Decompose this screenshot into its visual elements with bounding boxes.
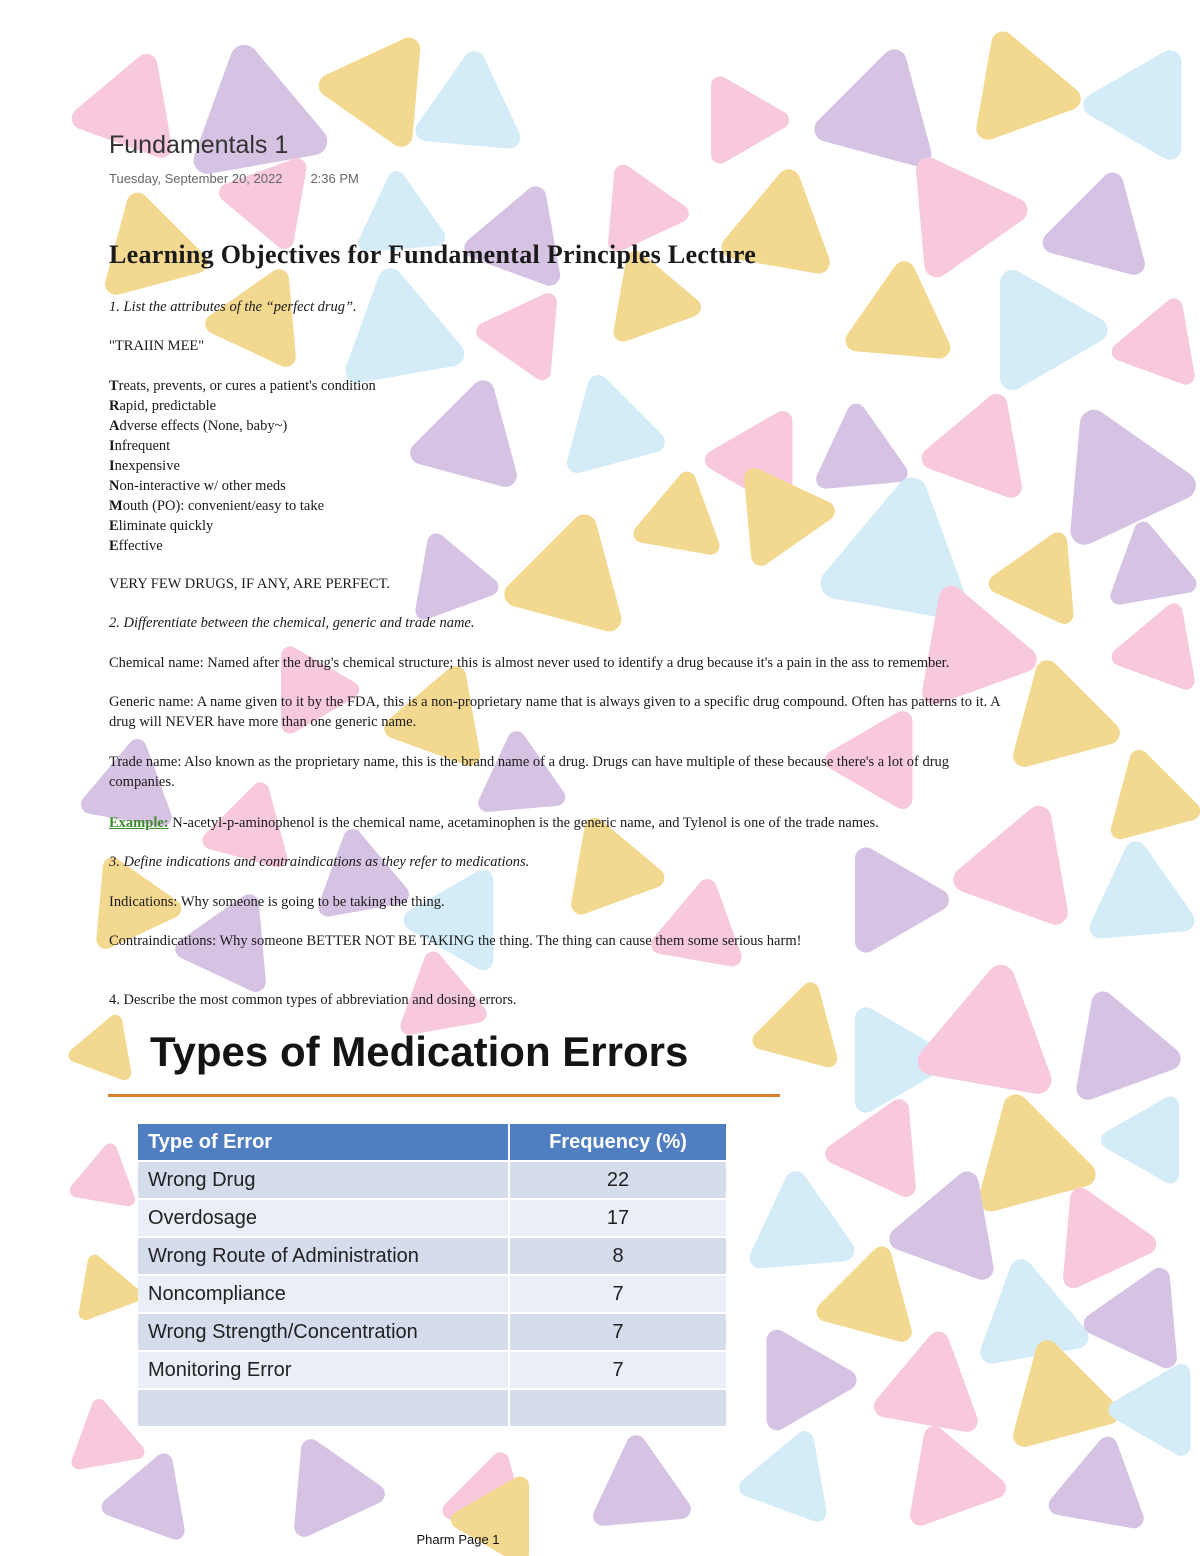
objective-4-prompt: 4. Describe the most common types of abbreviation and dosing errors. <box>109 992 517 1008</box>
chemical-name-definition: Chemical name: Named after the drug's chemical structure; this is almost never used to identify a drug because it's a pain in the ass to remember. <box>109 655 950 671</box>
table-row-empty <box>138 1389 727 1426</box>
slide-title: Types of Medication Errors <box>150 1028 689 1075</box>
mnemonic-item: Infrequent <box>109 438 171 454</box>
page-time: 2:36 PM <box>310 171 359 186</box>
example-label: Example: <box>109 815 169 831</box>
page-date: Tuesday, September 20, 2022 <box>109 171 283 186</box>
frequency-cell: 7 <box>509 1313 727 1351</box>
indications-definition: Indications: Why someone is going to be taking the thing. <box>109 894 445 910</box>
error-type-cell: Wrong Strength/Concentration <box>138 1313 509 1351</box>
mnemonic-item: Rapid, predictable <box>109 398 217 414</box>
column-header-type: Type of Error <box>138 1124 509 1161</box>
table-row <box>138 1351 727 1389</box>
table-row <box>138 1237 727 1275</box>
example-text: N-acetyl-p-aminophenol is the chemical name, acetaminophen is the generic name, and Tylenol is one of the trade names. <box>168 815 879 831</box>
slide-title-underline <box>108 1094 780 1097</box>
perfect-drug-conclusion: VERY FEW DRUGS, IF ANY, ARE PERFECT. <box>109 576 391 592</box>
page-footer: Pharm Page 1 <box>416 1532 500 1547</box>
frequency-cell: 7 <box>509 1275 727 1313</box>
error-type-cell: Noncompliance <box>138 1275 509 1313</box>
mnemonic: "TRAIIN MEE" <box>109 338 205 354</box>
objective-2-prompt: 2. Differentiate between the chemical, generic and trade name. <box>109 615 475 631</box>
generic-name-definition: Generic name: A name given to it by the FDA, this is a non-proprietary name that is always given to a specific drug compound. Often has patterns to it. A drug will NEVER have more than one generic name. <box>109 694 1001 730</box>
error-type-cell: Monitoring Error <box>138 1351 509 1389</box>
trade-name-definition: Trade name: Also known as the proprietary name, this is the brand name of a drug. Drugs can have multiple of these because there's a lot of drug companies. <box>109 754 950 790</box>
column-header-frequency: Frequency (%) <box>509 1124 727 1161</box>
medication-errors-table <box>138 1124 728 1426</box>
table-row <box>138 1161 727 1199</box>
page-title: Fundamentals 1 <box>109 131 289 159</box>
mnemonic-item: Adverse effects (None, baby~) <box>109 418 288 434</box>
error-type-cell: Wrong Drug <box>138 1161 509 1199</box>
frequency-cell: 17 <box>509 1199 727 1237</box>
mnemonic-item: Treats, prevents, or cures a patient's condition <box>109 378 376 394</box>
page-timestamp <box>109 171 387 186</box>
mnemonic-item: Eliminate quickly <box>109 518 214 534</box>
frequency-cell: 7 <box>509 1351 727 1389</box>
objective-3-prompt: 3. Define indications and contraindications as they refer to medications. <box>109 854 530 870</box>
objective-1-prompt: 1. List the attributes of the “perfect drug”. <box>109 299 357 315</box>
mnemonic-item: Effective <box>109 538 163 554</box>
table-row <box>138 1313 727 1351</box>
frequency-cell <box>509 1389 727 1426</box>
table-header-row <box>138 1124 727 1161</box>
mnemonic-item: Mouth (PO): convenient/easy to take <box>109 498 325 514</box>
example-line <box>109 813 879 833</box>
mnemonic-item: Non-interactive w/ other meds <box>109 478 286 494</box>
frequency-cell: 8 <box>509 1237 727 1275</box>
lecture-heading: Learning Objectives for Fundamental Principles Lecture <box>109 240 757 269</box>
mnemonic-list <box>109 376 376 556</box>
table-row <box>138 1199 727 1237</box>
error-type-cell: Overdosage <box>138 1199 509 1237</box>
table-row <box>138 1275 727 1313</box>
error-type-cell <box>138 1389 509 1426</box>
contraindications-definition: Contraindications: Why someone BETTER NOT BE TAKING the thing. The thing can cause them some serious harm! <box>109 933 802 949</box>
error-type-cell: Wrong Route of Administration <box>138 1237 509 1275</box>
mnemonic-item: Inexpensive <box>109 458 180 474</box>
frequency-cell: 22 <box>509 1161 727 1199</box>
